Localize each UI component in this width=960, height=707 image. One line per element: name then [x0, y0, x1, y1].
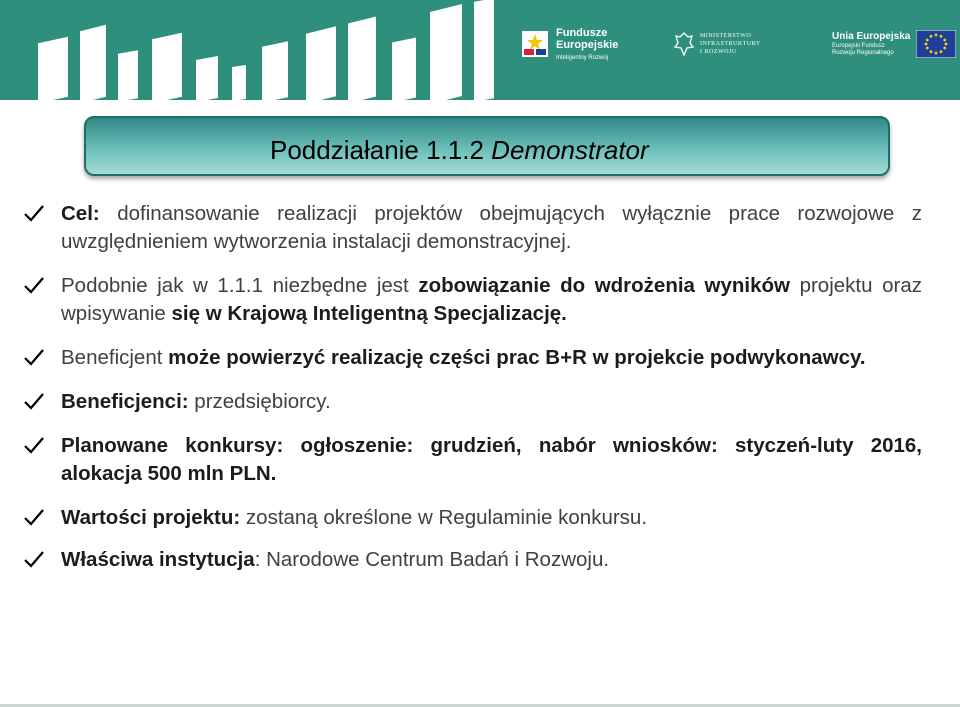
bullet-item: [22, 200, 922, 256]
bold-text: może powierzyć realizację części prac B+R w projekcie podwykonawcy.: [168, 346, 866, 369]
title-text: Poddziałanie 1.1.2: [270, 135, 492, 165]
eu-line2: Europejski Fundusz: [832, 43, 885, 49]
decor-shape: [196, 56, 218, 100]
decor-shape: [232, 65, 246, 100]
decor-shape: [118, 50, 138, 100]
fe-line3: Inteligentny Rozwój: [556, 54, 609, 61]
header-banner: [0, 0, 960, 100]
fe-line1: Fundusze: [556, 26, 608, 39]
bold-text: się w Krajową Inteligentną Specjalizację.: [171, 302, 567, 325]
bullet-item: [22, 546, 922, 574]
checkmark-icon: [22, 345, 46, 369]
item-text: projektu oraz wpisywanie: [61, 274, 922, 325]
checkmark-icon: [22, 273, 46, 297]
checkmark-icon: [22, 433, 46, 457]
bullet-item: [22, 432, 922, 488]
item-text: przedsiębiorcy.: [188, 390, 331, 413]
eu-line3: Rozwoju Regionalnego: [832, 50, 894, 56]
bullet-list: [22, 200, 922, 574]
bullet-item: [22, 388, 922, 416]
checkmark-icon: [22, 389, 46, 413]
decor-shape: [38, 37, 68, 100]
fe-logo-text: [556, 27, 618, 62]
bold-text: Wartości projektu:: [61, 506, 241, 529]
eu-logo: [832, 24, 956, 64]
item-text: dofinansowanie realizacji projektów obejmujących wyłącznie prace rozwojowe z uwzględnieniem wytworzenia instalacji demonstracyjnej.: [61, 202, 922, 253]
bold-text: Cel:: [61, 202, 100, 225]
fe-stars-icon: [520, 29, 550, 59]
item-text: : Narodowe Centrum Badań i Rozwoju.: [254, 548, 610, 571]
ministry-logo: [674, 24, 761, 64]
checkmark-icon: [22, 201, 46, 225]
ministry-line3: I ROZWOJU: [700, 49, 737, 55]
checkmark-icon: [22, 547, 46, 571]
title-italic: Demonstrator: [491, 135, 649, 165]
fe-line2: Europejskie: [556, 38, 619, 51]
checkmark-icon: [22, 505, 46, 529]
bullet-item: [22, 344, 922, 372]
decor-shape: [262, 41, 288, 100]
ministry-line1: MINISTERSTWO: [700, 33, 752, 39]
decor-shape: [306, 26, 336, 100]
decor-shape: [474, 0, 494, 100]
bold-text: zobowiązanie do wdrożenia wyników: [418, 274, 790, 297]
fundusze-europejskie-logo: [520, 24, 618, 64]
item-text: Beneficjent: [61, 346, 169, 369]
slide-title: [270, 135, 649, 165]
eu-line1: Unia Europejska: [832, 31, 911, 42]
item-text: zostaną określone w Regulaminie konkursu.: [240, 506, 648, 529]
decor-shape: [430, 4, 462, 100]
decor-shape: [392, 37, 416, 100]
item-text: Podobnie jak w 1.1.1 niezbędne jest: [61, 274, 419, 297]
decor-shape: [80, 25, 106, 100]
bold-text: Właściwa instytucja: [61, 548, 255, 571]
bullet-item: [22, 504, 922, 532]
decor-shape: [152, 33, 182, 100]
bullet-item: [22, 272, 922, 328]
bold-text: Planowane konkursy: ogłoszenie: grudzień, nabór wniosków: styczeń-luty 2016, alokacja 500 mln PLN.: [61, 434, 922, 485]
ministry-line2: INFRASTRUKTURY: [700, 41, 761, 47]
ministry-text: [700, 32, 761, 56]
eu-text: [832, 31, 910, 57]
decor-shape: [348, 17, 376, 100]
bold-text: Beneficjenci:: [61, 390, 189, 413]
eu-flag-icon: [916, 30, 956, 58]
eagle-emblem-icon: [674, 31, 694, 57]
